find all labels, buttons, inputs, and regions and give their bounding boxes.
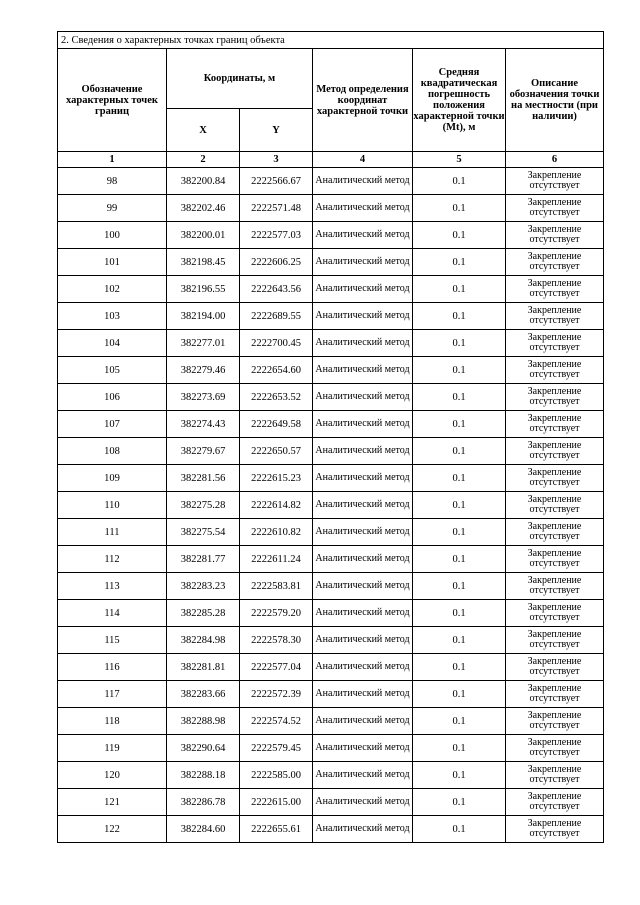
cell-x: 382281.81: [167, 654, 240, 681]
column-number: 3: [240, 152, 313, 168]
cell-y: 2222610.82: [240, 519, 313, 546]
table-row: [58, 600, 604, 627]
header-error: Средняя квадратическая погрешность положения характерной точки (Mt), м: [413, 49, 506, 152]
table-row: [58, 330, 604, 357]
cell-x: 382290.64: [167, 735, 240, 762]
cell-error: 0.1: [413, 681, 506, 708]
table-row: [58, 357, 604, 384]
cell-y: 2222649.58: [240, 411, 313, 438]
cell-description: Закрепление отсутствует: [506, 492, 604, 519]
cell-y: 2222689.55: [240, 303, 313, 330]
cell-method: Аналитический метод: [313, 708, 413, 735]
cell-x: 382279.67: [167, 438, 240, 465]
cell-error: 0.1: [413, 519, 506, 546]
cell-x: 382198.45: [167, 249, 240, 276]
table-row: [58, 681, 604, 708]
table-row: [58, 492, 604, 519]
table-row: [58, 735, 604, 762]
cell-method: Аналитический метод: [313, 222, 413, 249]
cell-error: 0.1: [413, 600, 506, 627]
cell-y: 2222579.20: [240, 600, 313, 627]
cell-point-number: 105: [58, 357, 167, 384]
cell-description: Закрепление отсутствует: [506, 195, 604, 222]
cell-x: 382277.01: [167, 330, 240, 357]
table-row: [58, 816, 604, 843]
cell-method: Аналитический метод: [313, 600, 413, 627]
cell-x: 382202.46: [167, 195, 240, 222]
header-description: Описание обозначения точки на местности (при наличии): [506, 49, 604, 152]
cell-method: Аналитический метод: [313, 519, 413, 546]
cell-point-number: 99: [58, 195, 167, 222]
cell-point-number: 119: [58, 735, 167, 762]
cell-error: 0.1: [413, 762, 506, 789]
table-row: [58, 465, 604, 492]
section-title: 2. Сведения о характерных точках границ объекта: [58, 32, 604, 49]
header-x: X: [167, 109, 240, 152]
column-number: 1: [58, 152, 167, 168]
document-page: [57, 31, 603, 843]
cell-description: Закрепление отсутствует: [506, 762, 604, 789]
cell-y: 2222650.57: [240, 438, 313, 465]
cell-error: 0.1: [413, 249, 506, 276]
cell-error: 0.1: [413, 573, 506, 600]
cell-y: 2222653.52: [240, 384, 313, 411]
cell-x: 382194.00: [167, 303, 240, 330]
cell-method: Аналитический метод: [313, 681, 413, 708]
cell-description: Закрепление отсутствует: [506, 816, 604, 843]
table-row: [58, 438, 604, 465]
table-row: [58, 573, 604, 600]
cell-point-number: 100: [58, 222, 167, 249]
cell-method: Аналитический метод: [313, 276, 413, 303]
column-number: 2: [167, 152, 240, 168]
cell-error: 0.1: [413, 816, 506, 843]
cell-x: 382281.77: [167, 546, 240, 573]
characteristic-points-table: [57, 31, 604, 843]
cell-error: 0.1: [413, 384, 506, 411]
cell-method: Аналитический метод: [313, 357, 413, 384]
cell-x: 382283.66: [167, 681, 240, 708]
cell-x: 382200.01: [167, 222, 240, 249]
cell-method: Аналитический метод: [313, 168, 413, 195]
table-row: [58, 762, 604, 789]
cell-description: Закрепление отсутствует: [506, 627, 604, 654]
cell-method: Аналитический метод: [313, 411, 413, 438]
header-method: Метод определения координат характерной точки: [313, 49, 413, 152]
cell-description: Закрепление отсутствует: [506, 546, 604, 573]
cell-method: Аналитический метод: [313, 195, 413, 222]
cell-x: 382288.98: [167, 708, 240, 735]
cell-y: 2222578.30: [240, 627, 313, 654]
table-row: [58, 546, 604, 573]
table-row: [58, 168, 604, 195]
cell-point-number: 108: [58, 438, 167, 465]
cell-x: 382288.18: [167, 762, 240, 789]
cell-x: 382284.60: [167, 816, 240, 843]
cell-point-number: 106: [58, 384, 167, 411]
cell-y: 2222583.81: [240, 573, 313, 600]
cell-description: Закрепление отсутствует: [506, 276, 604, 303]
cell-point-number: 107: [58, 411, 167, 438]
cell-method: Аналитический метод: [313, 654, 413, 681]
cell-method: Аналитический метод: [313, 573, 413, 600]
column-number: 5: [413, 152, 506, 168]
cell-y: 2222614.82: [240, 492, 313, 519]
cell-y: 2222577.03: [240, 222, 313, 249]
table-row: [58, 249, 604, 276]
cell-error: 0.1: [413, 546, 506, 573]
table-row: [58, 384, 604, 411]
column-number: 4: [313, 152, 413, 168]
cell-description: Закрепление отсутствует: [506, 519, 604, 546]
cell-point-number: 116: [58, 654, 167, 681]
table-row: [58, 411, 604, 438]
cell-x: 382284.98: [167, 627, 240, 654]
cell-y: 2222611.24: [240, 546, 313, 573]
cell-error: 0.1: [413, 627, 506, 654]
cell-y: 2222654.60: [240, 357, 313, 384]
cell-method: Аналитический метод: [313, 762, 413, 789]
cell-method: Аналитический метод: [313, 465, 413, 492]
cell-y: 2222615.23: [240, 465, 313, 492]
cell-point-number: 103: [58, 303, 167, 330]
cell-x: 382281.56: [167, 465, 240, 492]
cell-description: Закрепление отсутствует: [506, 789, 604, 816]
cell-point-number: 122: [58, 816, 167, 843]
cell-y: 2222643.56: [240, 276, 313, 303]
header-y: Y: [240, 109, 313, 152]
cell-x: 382279.46: [167, 357, 240, 384]
table-row: [58, 195, 604, 222]
cell-description: Закрепление отсутствует: [506, 168, 604, 195]
cell-description: Закрепление отсутствует: [506, 303, 604, 330]
cell-point-number: 101: [58, 249, 167, 276]
cell-y: 2222577.04: [240, 654, 313, 681]
cell-x: 382275.54: [167, 519, 240, 546]
cell-description: Закрепление отсутствует: [506, 681, 604, 708]
cell-method: Аналитический метод: [313, 330, 413, 357]
table-row: [58, 789, 604, 816]
cell-description: Закрепление отсутствует: [506, 573, 604, 600]
cell-point-number: 111: [58, 519, 167, 546]
cell-y: 2222700.45: [240, 330, 313, 357]
cell-description: Закрепление отсутствует: [506, 465, 604, 492]
cell-method: Аналитический метод: [313, 546, 413, 573]
cell-error: 0.1: [413, 438, 506, 465]
cell-y: 2222571.48: [240, 195, 313, 222]
cell-method: Аналитический метод: [313, 816, 413, 843]
cell-description: Закрепление отсутствует: [506, 438, 604, 465]
cell-description: Закрепление отсутствует: [506, 222, 604, 249]
cell-method: Аналитический метод: [313, 627, 413, 654]
cell-x: 382285.28: [167, 600, 240, 627]
cell-x: 382274.43: [167, 411, 240, 438]
cell-point-number: 118: [58, 708, 167, 735]
cell-x: 382283.23: [167, 573, 240, 600]
cell-method: Аналитический метод: [313, 789, 413, 816]
cell-y: 2222585.00: [240, 762, 313, 789]
cell-description: Закрепление отсутствует: [506, 735, 604, 762]
cell-point-number: 113: [58, 573, 167, 600]
table-row: [58, 222, 604, 249]
cell-error: 0.1: [413, 357, 506, 384]
cell-point-number: 112: [58, 546, 167, 573]
cell-y: 2222615.00: [240, 789, 313, 816]
cell-description: Закрепление отсутствует: [506, 654, 604, 681]
cell-method: Аналитический метод: [313, 384, 413, 411]
cell-x: 382273.69: [167, 384, 240, 411]
cell-point-number: 110: [58, 492, 167, 519]
cell-point-number: 98: [58, 168, 167, 195]
cell-y: 2222655.61: [240, 816, 313, 843]
cell-error: 0.1: [413, 330, 506, 357]
cell-x: 382275.28: [167, 492, 240, 519]
cell-point-number: 117: [58, 681, 167, 708]
cell-point-number: 120: [58, 762, 167, 789]
cell-y: 2222574.52: [240, 708, 313, 735]
cell-x: 382196.55: [167, 276, 240, 303]
cell-method: Аналитический метод: [313, 492, 413, 519]
cell-error: 0.1: [413, 735, 506, 762]
cell-method: Аналитический метод: [313, 438, 413, 465]
cell-description: Закрепление отсутствует: [506, 384, 604, 411]
cell-error: 0.1: [413, 168, 506, 195]
table-row: [58, 708, 604, 735]
cell-method: Аналитический метод: [313, 735, 413, 762]
cell-y: 2222579.45: [240, 735, 313, 762]
cell-error: 0.1: [413, 708, 506, 735]
header-point-designation: Обозначение характерных точек границ: [58, 49, 167, 152]
cell-error: 0.1: [413, 654, 506, 681]
cell-description: Закрепление отсутствует: [506, 411, 604, 438]
cell-error: 0.1: [413, 465, 506, 492]
cell-description: Закрепление отсутствует: [506, 357, 604, 384]
cell-x: 382200.84: [167, 168, 240, 195]
cell-error: 0.1: [413, 222, 506, 249]
cell-description: Закрепление отсутствует: [506, 600, 604, 627]
cell-point-number: 102: [58, 276, 167, 303]
cell-point-number: 114: [58, 600, 167, 627]
cell-method: Аналитический метод: [313, 249, 413, 276]
table-row: [58, 303, 604, 330]
table-row: [58, 519, 604, 546]
cell-error: 0.1: [413, 789, 506, 816]
cell-y: 2222566.67: [240, 168, 313, 195]
cell-error: 0.1: [413, 276, 506, 303]
cell-error: 0.1: [413, 411, 506, 438]
cell-y: 2222572.39: [240, 681, 313, 708]
cell-description: Закрепление отсутствует: [506, 330, 604, 357]
cell-y: 2222606.25: [240, 249, 313, 276]
cell-description: Закрепление отсутствует: [506, 249, 604, 276]
table-row: [58, 654, 604, 681]
header-coordinates: Координаты, м: [167, 49, 313, 109]
cell-description: Закрепление отсутствует: [506, 708, 604, 735]
cell-method: Аналитический метод: [313, 303, 413, 330]
table-row: [58, 276, 604, 303]
cell-point-number: 121: [58, 789, 167, 816]
cell-point-number: 115: [58, 627, 167, 654]
cell-error: 0.1: [413, 195, 506, 222]
column-number: 6: [506, 152, 604, 168]
cell-error: 0.1: [413, 303, 506, 330]
table-row: [58, 627, 604, 654]
cell-error: 0.1: [413, 492, 506, 519]
cell-x: 382286.78: [167, 789, 240, 816]
cell-point-number: 104: [58, 330, 167, 357]
cell-point-number: 109: [58, 465, 167, 492]
table-body: [58, 168, 604, 843]
